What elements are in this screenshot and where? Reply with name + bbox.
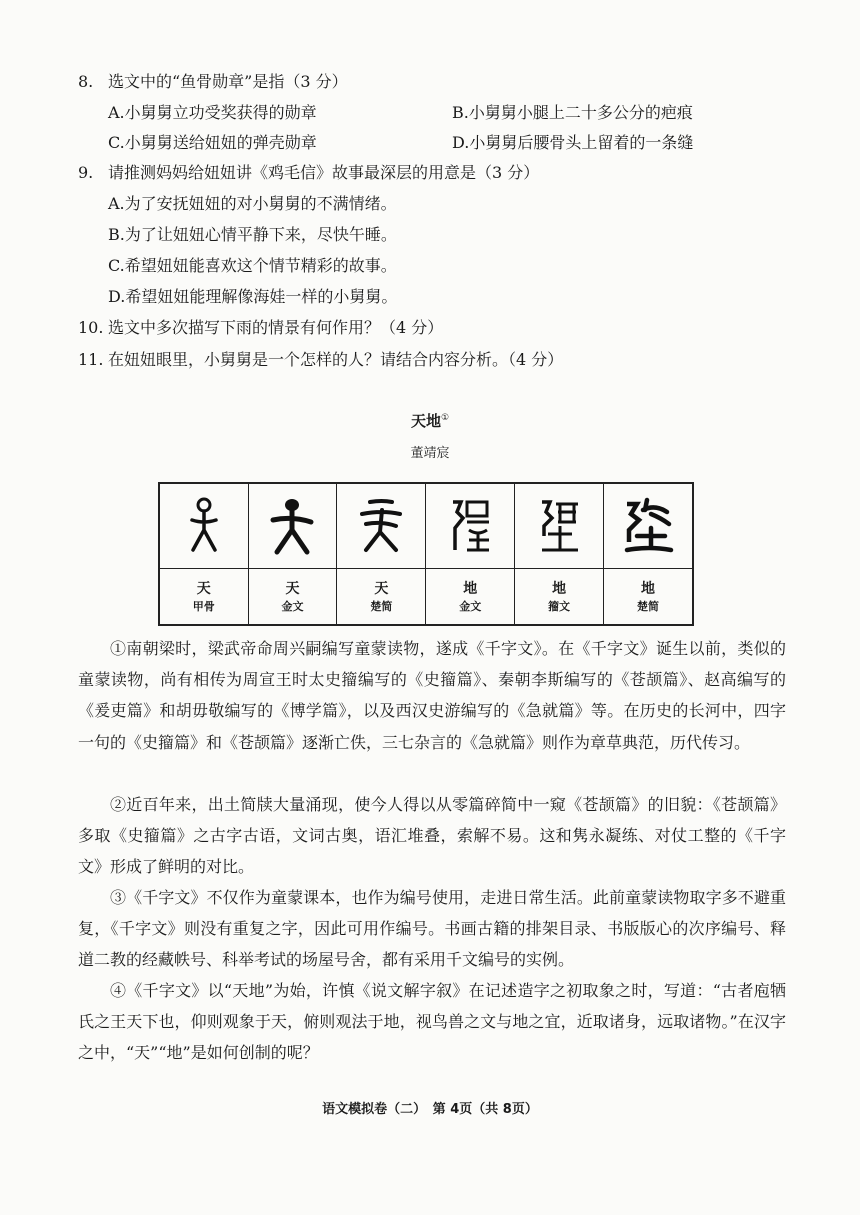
glyph-char: 天 [196,580,211,597]
chu-slip-tian-glyph [356,496,406,556]
question-text: 选文中多次描写下雨的情景有何作用？（4 分） [108,318,444,337]
bronze-tian-glyph [267,496,317,556]
glyph-label [604,569,694,626]
glyph-script: 楚简 [370,599,393,613]
glyph-cell [337,483,426,569]
glyph-char: 地 [641,580,655,597]
option-9a: A.为了安抚妞妞的对小舅舅的不满情绪。 [108,194,397,213]
glyph-script: 甲骨 [192,599,215,613]
question-number: 8. [78,72,94,91]
question-8 [78,72,348,92]
glyph-char: 地 [552,580,567,597]
oracle-bone-tian-glyph [184,496,224,556]
option-8b: B.小舅舅小腿上二十多公分的疤痕 [452,103,693,122]
paragraph-2: ②近百年来，出土简牍大量涌现，使今人得以从零篇碎简中一窥《苍颉篇》的旧貌：《苍颉篇》多取《史籀篇》之古字古语，文词古奥，语汇堆叠，索解不易。这和隽永凝练、对仗工整的《千字文》形成了鲜明的对比。 [78,795,786,877]
glyph-cell [515,483,604,569]
question-text: 选文中的“鱼骨勋章”是指（3 分） [108,72,348,91]
glyph-cell [159,483,248,569]
option-8c: C.小舅舅送给妞妞的弹壳勋章 [108,133,317,152]
option-9c: C.希望妞妞能喜欢这个情节精彩的故事。 [108,256,397,275]
question-10 [78,318,443,338]
option-9b: B.为了让妞妞心情平静下来，尽快午睡。 [108,225,397,244]
option-8d: D.小舅舅后腰骨头上留着的一条缝 [452,133,694,152]
glyph-table [158,482,694,626]
bronze-di-glyph [445,496,495,556]
glyph-cell [248,483,337,569]
glyph-label [248,569,337,626]
chu-slip-di-glyph [621,496,675,556]
glyph-cell [604,483,694,569]
glyph-char: 地 [463,580,478,597]
glyph-label [159,569,248,626]
zhouwen-di-glyph [534,496,584,556]
glyph-char: 天 [374,580,389,597]
article-title-text: 天地 [410,412,441,430]
paragraph-1: ①南朝梁时，梁武帝命周兴嗣编写童蒙读物，遂成《千字文》。在《千字文》诞生以前，类似的童蒙读物，尚有相传为周宣王时太史籀编写的《史籀篇》、秦朝李斯编写的《苍颉篇》、赵高编写的《爰吏篇》和胡毋敬编写的《博学篇》，以及西汉史游编写的《急就篇》等。在历史的长河中，四字一句的《史籀篇》和《苍颉篇》逐渐亡佚，三七杂言的《急就篇》则作为章草典范，历代传习。 [78,639,786,752]
question-number: 9. [78,163,94,182]
glyph-script: 金文 [459,599,482,613]
glyph-label [337,569,426,626]
glyph-label [426,569,515,626]
glyph-cell [426,483,515,569]
question-9 [78,163,539,183]
page-footer: 语文模拟卷（二） 第 4页（共 8页） [322,1102,538,1117]
glyph-label [515,569,604,626]
option-9d: D.希望妞妞能理解像海娃一样的小舅舅。 [108,287,398,306]
question-text: 在妞妞眼里，小舅舅是一个怎样的人？请结合内容分析。（4 分） [108,350,564,369]
question-text: 请推测妈妈给妞妞讲《鸡毛信》故事最深层的用意是（3 分） [108,163,540,182]
option-8a: A.小舅舅立功受奖获得的勋章 [108,103,317,122]
question-number: 11. [78,350,104,369]
question-11 [78,350,563,370]
article-author: 董靖宸 [410,446,450,461]
question-number: 10. [78,318,104,337]
glyph-script: 籀文 [548,599,571,613]
article-title [0,410,860,431]
paragraph-4: ④《千字文》以“天地”为始，许慎《说文解字叙》在记述造字之初取象之时，写道：“古者庖牺氏之王天下也，仰则观象于天，俯则观法于地，视鸟兽之文与地之宜，近取诸身，远取诸物。”在汉字之中，“天”“地”是如何创制的呢？ [78,981,786,1063]
glyph-script: 金文 [281,599,304,613]
paragraph-3: ③《千字文》不仅作为童蒙课本，也作为编号使用，走进日常生活。此前童蒙读物取字多不避重复，《千字文》则没有重复之字，因此可用作编号。书画古籍的排架目录、书版版心的次序编号、释道二教的经藏帙号、科举考试的场屋号舍，都有采用千文编号的实例。 [78,888,786,970]
glyph-script: 楚简 [637,599,659,613]
glyph-char: 天 [285,580,300,597]
footnote-mark: ① [440,413,450,423]
